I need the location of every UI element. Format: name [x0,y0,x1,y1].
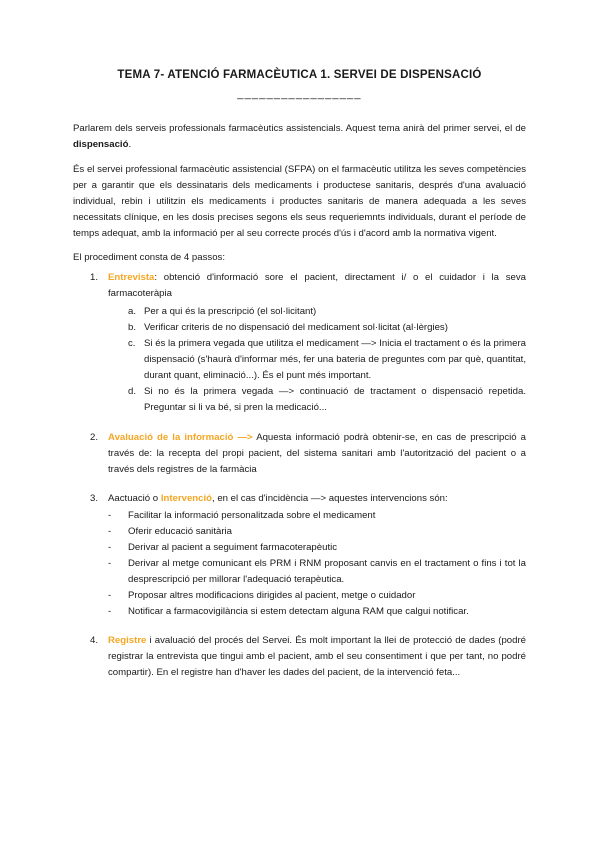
step-3-item-1: Facilitar la informació personalitzada sobre el medicament [128,510,376,521]
step-1-item-d-letter: d. [128,386,137,397]
step-3-dash: - [108,526,112,537]
step-2-label: Avaluació de la informació —> [108,432,253,443]
step-4-number: 4. [90,635,99,646]
step-1-item-d: Si no és la primera vegada —> continuació de tractament o dispensació repetida. Preguntar si li va bé, si pren la medicació... [144,386,526,413]
step-1-item-c-letter: c. [128,338,136,349]
intro-text: Parlarem dels serveis professionals farmacèutics assistencials. Aquest tema anirà del primer servei, el de [73,123,526,134]
step-3-item-6: Notificar a farmacovigilància si estem detectam alguna RAM que calgui notificar. [128,606,469,617]
step-4-text [108,633,526,680]
step-3-dash: - [108,558,112,569]
step-1-label: Entrevista [108,272,155,283]
step-1-desc: : obtenció d'informació sore el pacient, directament i/ o el cuidador i la seva farmacoteràpia [108,272,526,299]
step-3-dash: - [108,590,112,601]
step-3-item-4: Derivar al metge comunicant els PRM i RNM proposant canvis en el tractament o fins i tot la desprescripció per millorar l'adequació terapèutica. [128,558,526,585]
step-3-desc: , en el cas d'incidència —> aquestes intervencions són: [212,493,448,504]
step-1-number: 1. [90,272,99,283]
step-3-number: 3. [90,493,99,504]
step-2-number: 2. [90,432,99,443]
step-3-dash: - [108,606,112,617]
step-1-item-b: Verificar criteris de no dispensació del medicament sol·licitat (al·lèrgies) [144,322,448,333]
step-4-desc: i avaluació del procés del Servei. És molt important la llei de protecció de dades (podré registrar la entrevista que tingui amb el pacient, amb el seu consentiment i que per tant, no podré compartir). En el registre han d'haver les dades del pacient, de la intervenció feta... [108,635,526,678]
step-1-item-a-letter: a. [128,306,137,317]
step-3-text [108,491,526,507]
step-4-label: Registre [108,635,147,646]
step-3-dash: - [108,542,112,553]
intro-bold-term: dispensació [73,138,129,150]
intro-paragraph [73,121,526,152]
step-3-item-5: Proposar altres modificacions dirigides al pacient, metge o cuidador [128,590,416,601]
step-1-item-b-letter: b. [128,322,137,333]
step-3-item-2: Oferir educació sanitària [128,526,232,537]
steps-intro: El procediment consta de 4 passos: [73,252,225,263]
step-3-pre: Aactuació o [108,493,161,504]
step-3-dash: - [108,510,112,521]
definition-paragraph: És el servei professional farmacèutic assistencial (SFPA) on el farmacèutic utilitza les seves competències per a garantir que els dessinataris dels medicaments i productese sanitaris, després d'una avaluació individual, rebin i utilitzin els medicaments i productes sanitaris de manera adequada a les seves necessitats clínique, en les dosis precises segons els seus requeriemnts individuals, durant el període de temps adequat, amb la informació per al seu correcte procés d'ús i d'acord amb la normativa vigent. [73,164,526,239]
step-3-label: Intervenció [160,493,212,504]
step-1-text [108,270,526,301]
step-1-item-a: Per a qui és la prescripció (el sol·licitant) [144,306,317,317]
step-2-desc: Aquesta informació podrà obtenir-se, en cas de prescripció a través de: la recepta del propi pacient, del sistema sanitari amb l'autorització del pacient o a través dels registres de la farmàcia [108,432,526,475]
page-title: TEMA 7- ATENCIÓ FARMACÈUTICA 1. SERVEI DE DISPENSACIÓ [117,69,482,81]
intro-end: . [128,138,132,150]
title-underline: _________________ [237,88,362,100]
step-1-item-c: Si és la primera vegada que utilitza el medicament —> Inicia el tractament o és la primera dispensació (s'haurà d'informar més, fer una bateria de preguntes com par què, quantitat, durant quant, eliminació...). És el punt més important. [144,338,526,381]
step-3-item-3: Derivar al pacient a seguiment farmacoterapèutic [128,542,338,553]
step-2-text [108,430,526,477]
